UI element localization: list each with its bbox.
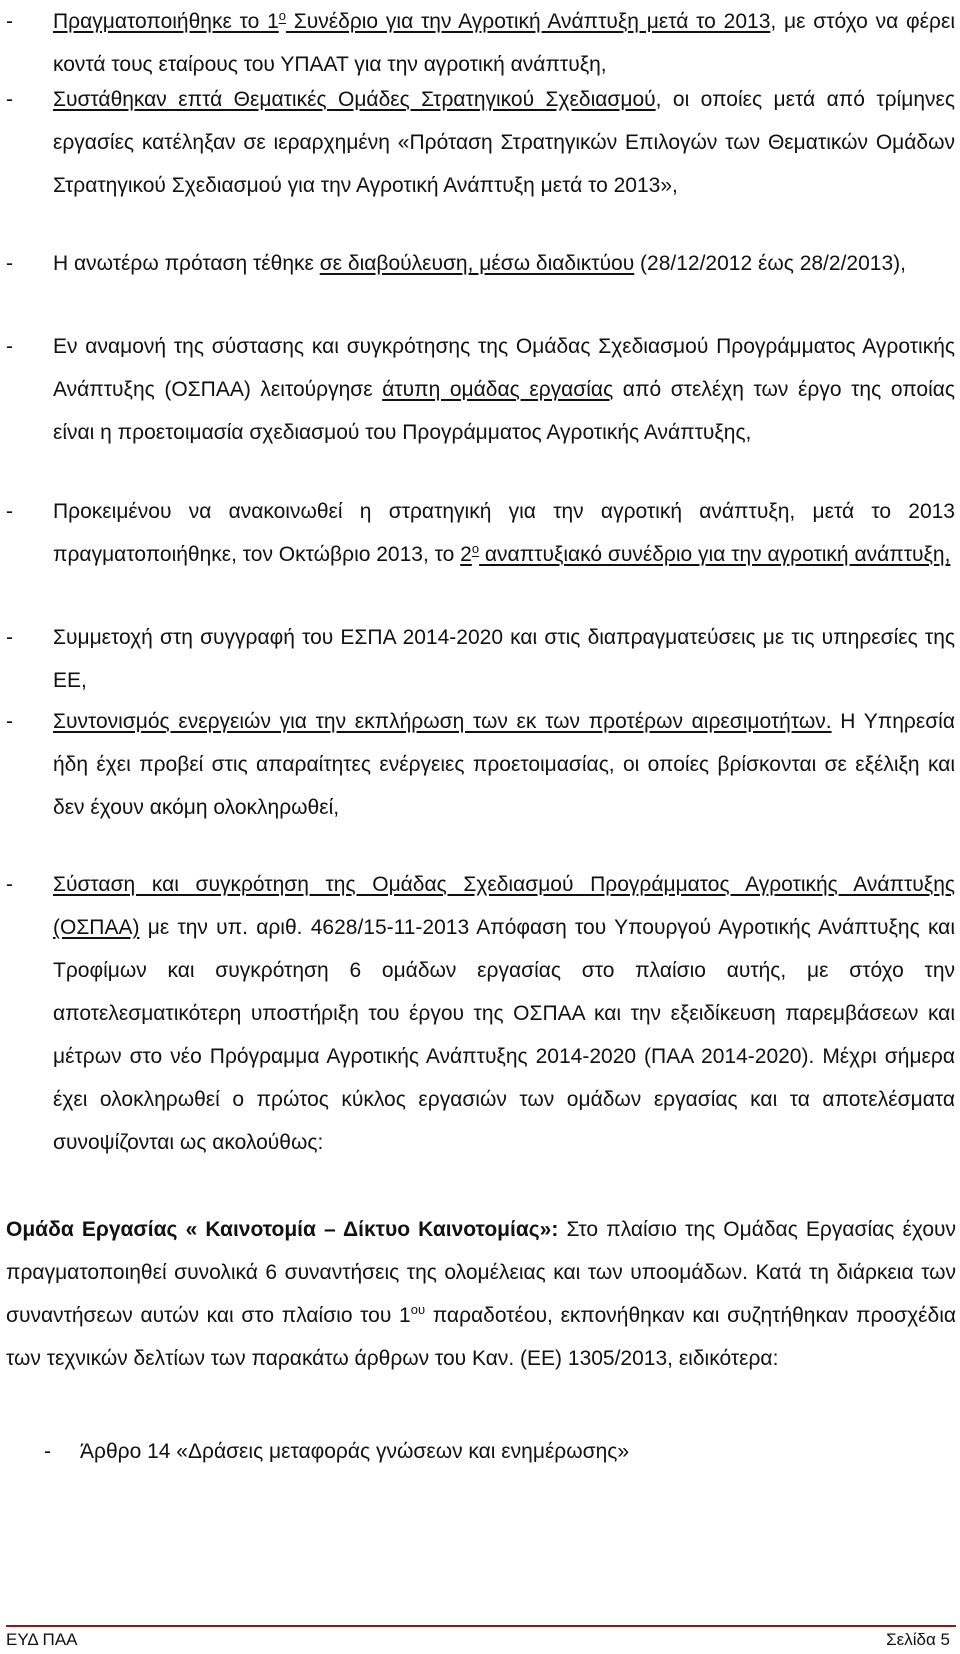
list-dash: - <box>6 10 13 33</box>
underlined-text: Συνέδριο για την Αγροτική Ανάπτυξη μετά το 2013 <box>286 10 771 33</box>
list-dash: - <box>6 88 13 111</box>
list-dash: - <box>44 1440 51 1463</box>
item-text: Η Υπηρεσία ήδη έχει προβεί στις απαραίτητες ενέργειες προετοιμασίας, οι οποίες βρίσκονται σε εξέλιξη και δεν έχουν ακόμη ολοκληρωθεί, <box>53 710 955 819</box>
item-text: Προκειμένου να ανακοινωθεί η στρατηγική για την αγροτική ανάπτυξη, μετά το 2013 πραγματοποιήθηκε, τον Οκτώβριο 2013, το <box>53 500 955 566</box>
sub-item-text: Άρθρο 14 «Δράσεις μεταφοράς γνώσεων και ενημέρωσης» <box>80 1440 630 1463</box>
list-item-text <box>53 242 955 285</box>
underlined-text: 2 <box>460 543 472 566</box>
list-item-text <box>53 78 955 207</box>
item-text: Η ανωτέρω πρόταση τέθηκε <box>53 252 320 275</box>
footer-divider <box>6 1625 956 1627</box>
list-dash: - <box>6 710 13 733</box>
body-paragraph <box>6 1208 956 1380</box>
list-item-text <box>53 863 955 1164</box>
underlined-text: Συντονισμός ενεργειών για την εκπλήρωση των εκ των προτέρων αιρεσιμοτήτων. <box>53 710 832 733</box>
underlined-text: άτυπη ομάδας εργασίας <box>382 378 614 401</box>
underlined-text: Συστάθηκαν επτά Θεματικές Ομάδες Στρατηγικού Σχεδιασμού <box>53 88 656 111</box>
underlined-text: Σύσταση και συγκρότηση της Ομάδας Σχεδιασμού Προγράμματος Αγροτικής Ανάπτυξης (ΟΣΠΑΑ) <box>53 873 955 939</box>
underlined-text: Πραγματοποιήθηκε το 1 <box>53 10 279 33</box>
list-dash: - <box>6 252 13 275</box>
item-text: , οι οποίες μετά από τρίμηνες εργασίες κατέληξαν σε ιεραρχημένη «Πρόταση Στρατηγικών Επιλογών των Θεματικών Ομάδων Στρατηγικού Σχεδιασμού για την Αγροτική Ανάπτυξη μετά το 2013», <box>53 88 955 197</box>
list-item-text <box>53 0 955 86</box>
item-text: με την υπ. αριθ. 4628/15-11-2013 Απόφαση του Υπουργού Αγροτικής Ανάπτυξης και Τροφίμων και συγκρότηση 6 ομάδων εργασίας στο πλαίσιο αυτής, με στόχο την αποτελεσματικότερη υποστήριξη του έργου της ΟΣΠΑΑ και την εξειδίκευση παρεμβάσεων και μέτρων στο νέο Πρόγραμμα Αγροτικής Ανάπτυξης 2014-2020 (ΠΑΑ 2014-2020). Μέχρι σήμερα έχει ολοκληρωθεί ο πρώτος κύκλος εργασιών των ομάδων εργασίας και τα αποτελέσματα συνοψίζονται ως ακολούθως: <box>53 916 955 1154</box>
underlined-text: αναπτυξιακό συνέδριο για την αγροτική ανάπτυξη, <box>479 543 951 566</box>
item-text: , με στόχο να φέρει κοντά τους εταίρους του ΥΠΑΑΤ για την αγροτική ανάπτυξη, <box>53 10 955 76</box>
paragraph-heading: Ομάδα Εργασίας « Καινοτομία – Δίκτυο Καινοτομίας»: <box>6 1218 559 1241</box>
list-dash: - <box>6 500 13 523</box>
paragraph-text: παραδοτέου, εκπονήθηκαν και συζητήθηκαν προσχέδια των τεχνικών δελτίων των παρακάτω άρθρων του Καν. (ΕΕ) 1305/2013, ειδικότερα: <box>6 1304 957 1370</box>
item-text: Συμμετοχή στη συγγραφή του ΕΣΠΑ 2014-2020 και στις διαπραγματεύσεις με τις υπηρεσίες της ΕΕ, <box>53 626 955 692</box>
underlined-text: σε διαβούλευση, μέσω διαδικτύου <box>319 252 635 275</box>
item-text: (28/12/2012 έως 28/2/2013), <box>634 252 906 275</box>
list-dash: - <box>6 873 13 896</box>
list-dash: - <box>6 335 13 358</box>
superscript: ο <box>471 541 480 556</box>
list-dash: - <box>6 626 13 649</box>
list-item-text <box>53 616 955 702</box>
page-number: Σελίδα 5 <box>886 1630 950 1649</box>
list-item-text <box>53 490 955 576</box>
footer-left-text: ΕΥΔ ΠΑΑ <box>6 1630 78 1649</box>
superscript: ο <box>278 8 286 23</box>
item-text: Εν αναμονή της σύστασης και συγκρότησης της Ομάδας Σχεδιασμού Προγράμματος Αγροτικής Ανάπτυξης (ΟΣΠΑΑ) λειτούργησε <box>53 335 955 401</box>
paragraph-text: Στο πλαίσιο της Ομάδας Εργασίας έχουν πραγματοποιηθεί συνολικά 6 συναντήσεις της ολομέλειας και των υποομάδων. Κατά τη διάρκεια των συναντήσεων αυτών και στο πλαίσιο του 1 <box>6 1218 956 1327</box>
superscript: ου <box>410 1302 426 1317</box>
item-text: από στελέχη των έργο της οποίας είναι η προετοιμασία σχεδιασμού του Προγράμματος Αγροτικής Ανάπτυξης, <box>53 378 955 444</box>
list-item-text <box>53 700 955 829</box>
list-item-text <box>53 325 955 454</box>
